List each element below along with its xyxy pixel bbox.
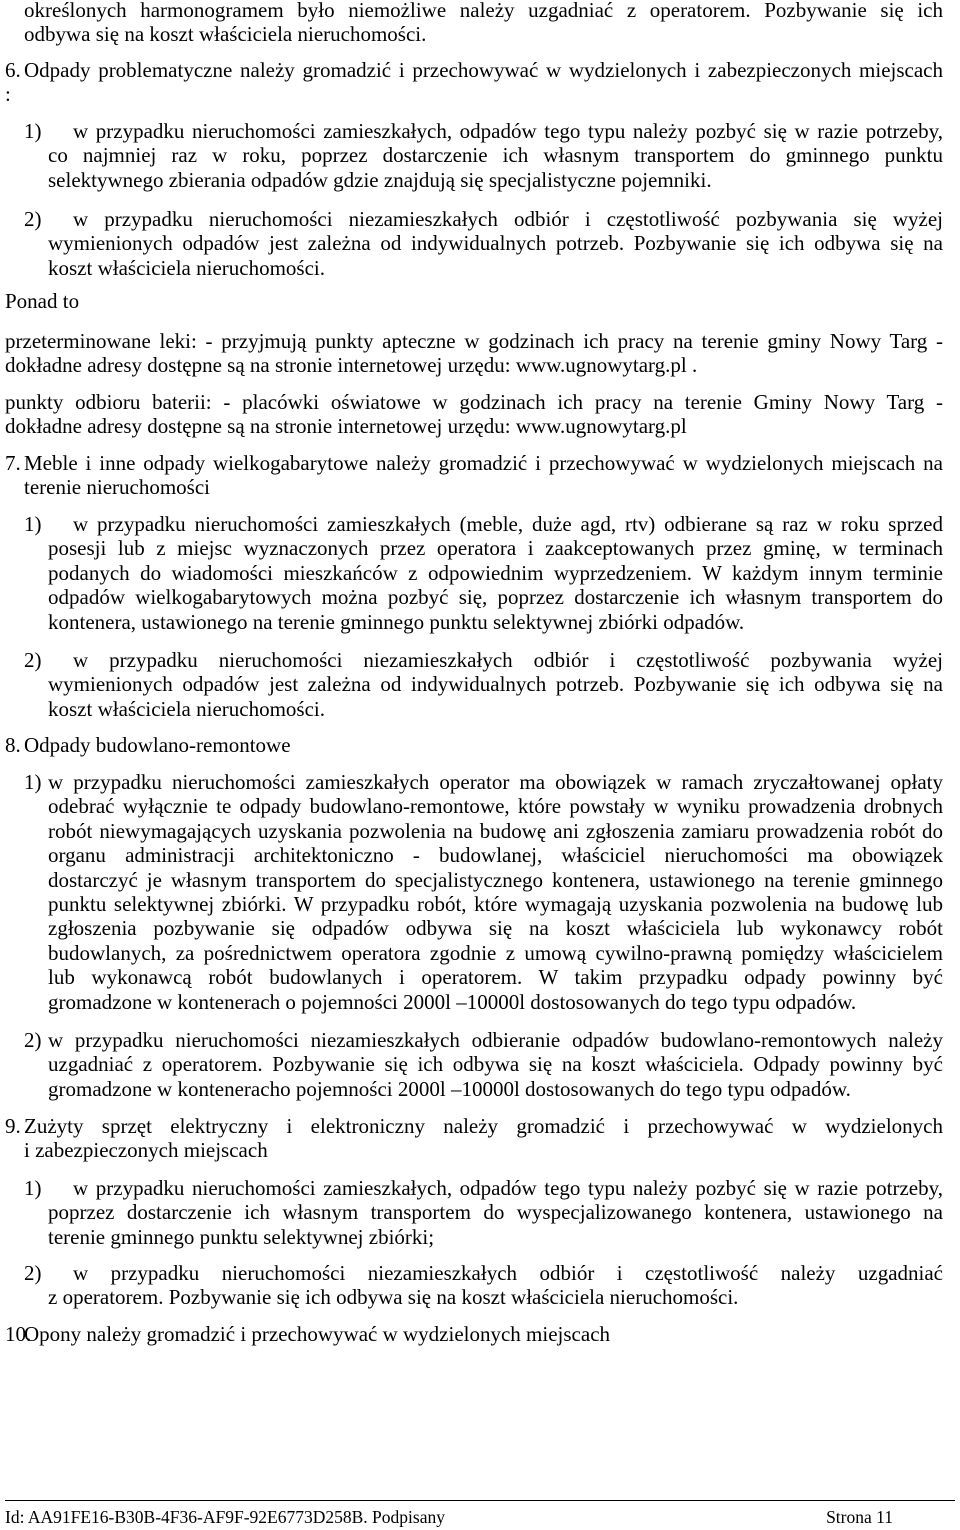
paragraph-line: w przypadku nieruchomości zamieszkałych (meble, duże agd, rtv) odbierane są raz w roku sprzed (73, 512, 943, 536)
page-number: Strona 11 (826, 1507, 893, 1527)
paragraph-line: w przypadku nieruchomości zamieszkałych, odpadów tego typu należy pozbyć się w razie potrzeby, (73, 1176, 943, 1200)
paragraph-line: terenie nieruchomości (24, 475, 211, 500)
paragraph-line: dokładne adresy dostępne są na stronie internetowej urzędu: www.ugnowytarg.pl . (5, 353, 698, 378)
paragraph-line: selektywnego zbierania odpadów gdzie znajdują się specjalistyczne pojemniki. (48, 167, 712, 192)
list-marker: 1) (24, 119, 42, 143)
paragraph-line: koszt właściciela nieruchomości. (48, 255, 325, 280)
paragraph-line: w przypadku nieruchomości zamieszkałych operator ma obowiązek w ramach zryczałtowanej opłaty (48, 770, 943, 794)
section-6-item-1 (0, 119, 943, 192)
footer-divider (5, 1500, 955, 1501)
section-7-heading (0, 451, 943, 500)
paragraph-line: odebrać wyłącznie te odpady budowlano-remontowe, które powstały w wyniku prowadzenia drobnych (48, 794, 943, 819)
list-marker: 2) (24, 1028, 42, 1052)
paragraph-line: uzgadniać z operatorem. Pozbywanie się ich odbywa się na koszt właściciela. Odpady powinny być (48, 1052, 943, 1077)
paragraph-line: posesji lub z miejsc wyznaczonych przez operatora i zaakceptowanych przez gminę, w terminach (48, 536, 943, 561)
section-number: 7. (5, 451, 21, 475)
section-8-heading (0, 733, 943, 757)
paragraph-line: odbywa się na koszt właściciela nieruchomości. (24, 22, 427, 47)
paragraph-line: z operatorem. Pozbywanie się ich odbywa się na koszt właściciela nieruchomości. (48, 1285, 739, 1310)
paragraph-line: robót niewymagających uzyskania pozwolenia na budowę ani zgłoszenia zamiaru prowadzenia robót do (48, 818, 943, 843)
section-9-item-1 (0, 1176, 943, 1249)
paragraph-line: Zużyty sprzęt elektryczny i elektroniczny należy gromadzić i przechowywać w wydzielonych (24, 1114, 943, 1138)
section-9-item-2 (0, 1261, 943, 1310)
paragraph-line: co najmniej raz w roku, poprzez dostarczenie ich własnym transportem do gminnego punktu (48, 143, 943, 168)
paragraph-line: zgłoszenia pozbywanie się odpadów odbywa się na koszt właściciela lub wykonawcy robót (48, 916, 943, 941)
section-number: 6. (5, 58, 21, 82)
list-marker: 1) (24, 512, 42, 536)
continuation-paragraph (0, 0, 943, 47)
paragraph-line: : (5, 82, 11, 107)
section-8-item-2 (0, 1028, 943, 1101)
batteries-paragraph (0, 390, 943, 439)
paragraph-line: poprzez dostarczenie ich własnym transportem do wyspecjalizowanego kontenera, ustawionego na (48, 1200, 943, 1225)
list-marker: 1) (24, 1176, 42, 1200)
paragraph-line: podanych do wiadomości mieszkańców z odpowiednim wyprzedzeniem. W każdym innym terminie (48, 560, 943, 585)
paragraph-line: Odpady problematyczne należy gromadzić i przechowywać w wydzielonych i zabezpieczonych miejscach (24, 58, 943, 82)
paragraph-line: Meble i inne odpady wielkogabarytowe należy gromadzić i przechowywać w wydzielonych miejscach na (24, 451, 943, 475)
paragraph-line: Ponad to (5, 289, 80, 313)
paragraph-line: w przypadku nieruchomości niezamieszkałych odbieranie odpadów budowlano-remontowych należy (48, 1028, 943, 1052)
section-number: 10. (5, 1322, 32, 1346)
paragraph-line: punkty odbioru baterii: - placówki oświatowe w godzinach ich pracy na terenie Gminy Nowy Targ - (5, 390, 943, 414)
paragraph-line: i zabezpieczonych miejscach (24, 1138, 268, 1163)
list-marker: 2) (24, 648, 42, 672)
section-6-heading (0, 58, 943, 107)
paragraph-line: terenie gminnego punktu selektywnej zbiórki; (48, 1224, 435, 1249)
paragraph-line: wymienionych odpadów jest zależna od indywidualnych potrzeb. Pozbywanie się ich odbywa się na (48, 672, 943, 697)
section-8-item-1 (0, 770, 943, 1014)
paragraph-line: Opony należy gromadzić i przechowywać w wydzielonych miejscach (24, 1322, 611, 1346)
paragraph-line: punktu selektywnej zbiórki. W przypadku robót, które wymagają uzyskania pozwolenia na budowę lub (48, 892, 943, 917)
section-6-item-2 (0, 207, 943, 280)
list-marker: 2) (24, 1261, 42, 1285)
paragraph-line: w przypadku nieruchomości niezamieszkałych odbiór i częstotliwość należy uzgadniać (73, 1261, 943, 1285)
section-7-item-2 (0, 648, 943, 721)
section-number: 8. (5, 733, 21, 757)
paragraph-line: w przypadku nieruchomości niezamieszkałych odbiór i częstotliwość pozbywania się wyżej (73, 207, 943, 231)
paragraph-line: dokładne adresy dostępne są na stronie internetowej urzędu: www.ugnowytarg.pl (5, 414, 687, 439)
section-number: 9. (5, 1114, 21, 1138)
paragraph-line: Odpady budowlano-remontowe (24, 733, 291, 757)
ponad-to-label (0, 289, 943, 313)
paragraph-line: określonych harmonogramem było niemożliwe należy uzgadniać z operatorem. Pozbywanie się ich (24, 0, 943, 22)
paragraph-line: wymienionych odpadów jest zależna od indywidualnych potrzeb. Pozbywanie się ich odbywa się na (48, 231, 943, 256)
document-id: Id: AA91FE16-B30B-4F36-AF9F-92E6773D258B. Podpisany (5, 1507, 445, 1527)
paragraph-line: gromadzone w kontenerach o pojemności 2000l –10000l dostosowanych do tego typu odpadów. (48, 989, 857, 1014)
paragraph-line: w przypadku nieruchomości niezamieszkałych odbiór i częstotliwość pozbywania wyżej (73, 648, 943, 672)
paragraph-line: odpadów wielkogabarytowych można pozbyć się, poprzez dostarczenie ich własnym transportem do (48, 585, 943, 610)
paragraph-line: przeterminowane leki: - przyjmują punkty apteczne w godzinach ich pracy na terenie gminy Nowy Targ - (5, 329, 943, 353)
section-7-item-1 (0, 512, 943, 634)
paragraph-line: budowlanych, za pośrednictwem operatora zgodnie z umową cywilno-prawną pomiędzy właścicielem (48, 940, 943, 965)
paragraph-line: organu administracji architektoniczno - budowlanej, właściciel nieruchomości ma obowiązek (48, 843, 943, 868)
paragraph-line: kontenera, ustawionego na terenie gminnego punktu selektywnej zbiórki odpadów. (48, 609, 745, 634)
paragraph-line: dostarczyć je własnym transportem do specjalistycznego kontenera, ustawionego na terenie gminnego (48, 867, 943, 892)
paragraph-line: koszt właściciela nieruchomości. (48, 696, 325, 721)
list-marker: 1) (24, 770, 42, 794)
expired-medicines-paragraph (0, 329, 943, 378)
section-10-heading (0, 1322, 943, 1346)
paragraph-line: lub wykonawcą robót budowlanych i operatorem. W takim przypadku odpady powinny być (48, 965, 943, 990)
paragraph-line: gromadzone w konteneracho pojemności 2000l –10000l dostosowanych do tego typu odpadów. (48, 1076, 851, 1101)
list-marker: 2) (24, 207, 42, 231)
section-9-heading (0, 1114, 943, 1163)
paragraph-line: w przypadku nieruchomości zamieszkałych, odpadów tego typu należy pozbyć się w razie potrzeby, (73, 119, 943, 143)
